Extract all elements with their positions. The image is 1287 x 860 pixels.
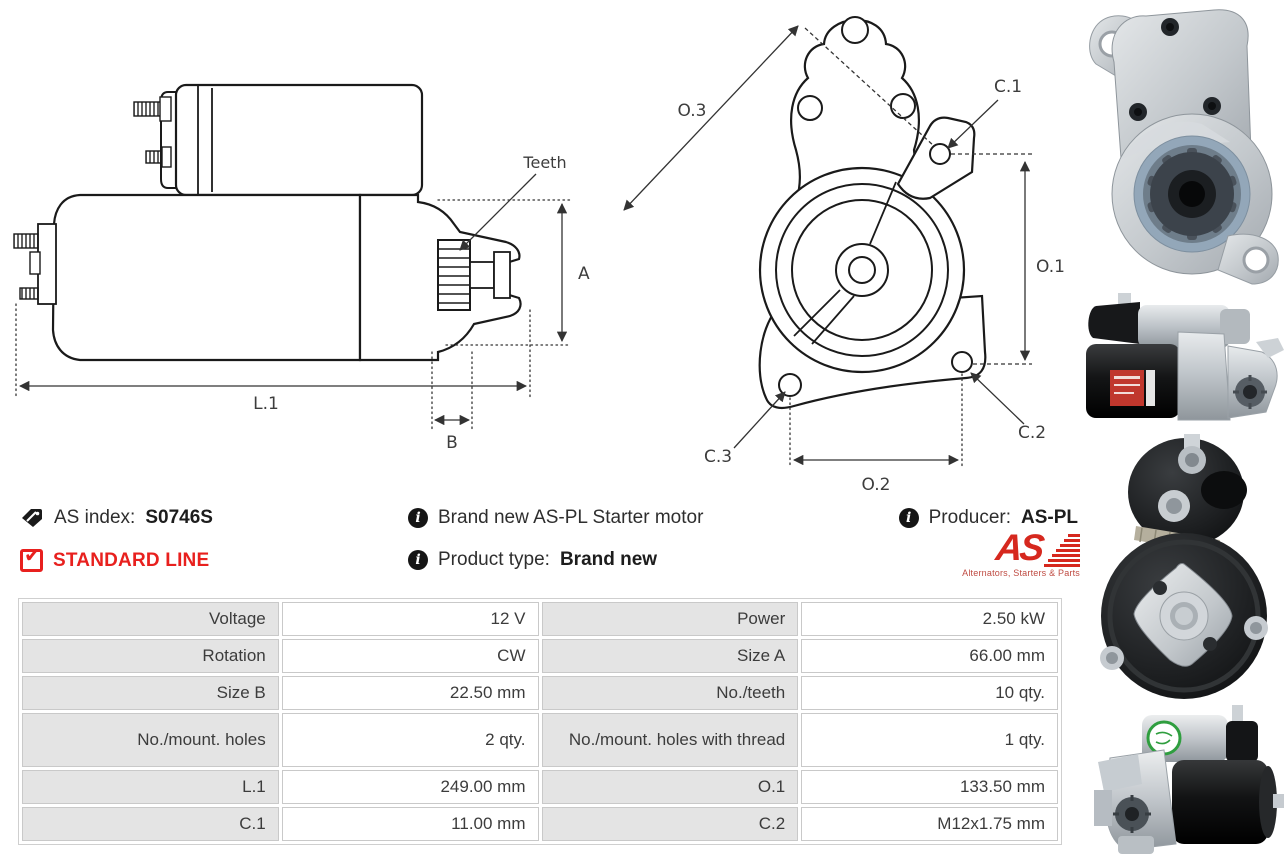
product-type-label: Product type: [438,549,550,570]
spec-label-voltage: Voltage [22,602,279,636]
spec-label-o1: O.1 [542,770,799,804]
description-text: Brand new AS-PL Starter motor [438,507,704,528]
spec-label-size-b: Size B [22,676,279,710]
spec-value-size-a: 66.00 mm [801,639,1058,673]
label-teeth: Teeth [523,153,567,172]
info-icon [408,550,428,570]
spec-label-c1: C.1 [22,807,279,841]
spec-label-teeth: No./teeth [542,676,799,710]
spec-value-teeth: 10 qty. [801,676,1058,710]
spec-label-c2: C.2 [542,807,799,841]
spec-label-mount-holes: No./mount. holes [22,713,279,767]
standard-line-badge: STANDARD LINE [53,549,210,571]
front-view-drawing [600,0,1080,500]
spec-value-mount-holes-thread: 1 qty. [801,713,1058,767]
spec-value-o1: 133.50 mm [801,770,1058,804]
label-a: A [578,264,590,284]
spec-label-mount-holes-thread: No./mount. holes with thread [542,713,799,767]
photo-starter-side-left [1080,702,1287,860]
table-row [22,770,1058,804]
spec-value-c2: M12x1.75 mm [801,807,1058,841]
tag-icon [20,507,44,529]
spec-value-voltage: 12 V [282,602,539,636]
label-c3: C.3 [703,447,733,467]
product-photos [1080,0,1287,860]
standard-line-row [20,549,209,572]
as-pl-logo-stripes [1044,534,1080,567]
spec-table [18,598,1062,845]
label-o3: O.3 [677,101,707,121]
photo-starter-rear [1080,430,1287,702]
producer-label: Producer: [928,507,1011,528]
as-index-value: S0746S [145,507,213,528]
table-row [22,807,1058,841]
checkbox-checked-icon [20,549,43,572]
label-o2: O.2 [861,475,891,495]
table-row [22,676,1058,710]
table-row [22,713,1058,767]
label-o1: O.1 [1036,257,1065,277]
as-pl-logo-tagline: Alternators, Starters & Parts [962,568,1080,578]
description-row [408,507,703,529]
label-b: B [446,433,458,453]
producer-value: AS-PL [1021,507,1078,528]
product-type-value: Brand new [559,549,658,570]
spec-label-power: Power [542,602,799,636]
producer-row [899,507,1078,529]
label-l1: L.1 [253,394,279,414]
as-index-label: AS index: [54,507,136,528]
photo-starter-front [1080,0,1287,292]
as-pl-logo [960,527,1080,578]
spec-value-c1: 11.00 mm [282,807,539,841]
label-c2: C.2 [1017,423,1047,443]
spec-label-rotation: Rotation [22,639,279,673]
spec-value-size-b: 22.50 mm [282,676,539,710]
spec-value-rotation: CW [282,639,539,673]
info-icon [899,508,919,528]
spec-value-power: 2.50 kW [801,602,1058,636]
table-row [22,639,1058,673]
photo-starter-side-right [1080,292,1287,430]
starter-side-outline [14,85,521,360]
spec-label-l1: L.1 [22,770,279,804]
info-icon [408,508,428,528]
spec-value-mount-holes: 2 qty. [282,713,539,767]
starter-front-outline [760,17,986,408]
product-type-row [408,549,657,571]
as-pl-logo-monogram: AS [993,527,1044,568]
side-view-drawing [8,52,608,464]
spec-value-l1: 249.00 mm [282,770,539,804]
table-row [22,602,1058,636]
as-index-row [20,507,213,529]
label-c1: C.1 [993,77,1023,97]
spec-label-size-a: Size A [542,639,799,673]
